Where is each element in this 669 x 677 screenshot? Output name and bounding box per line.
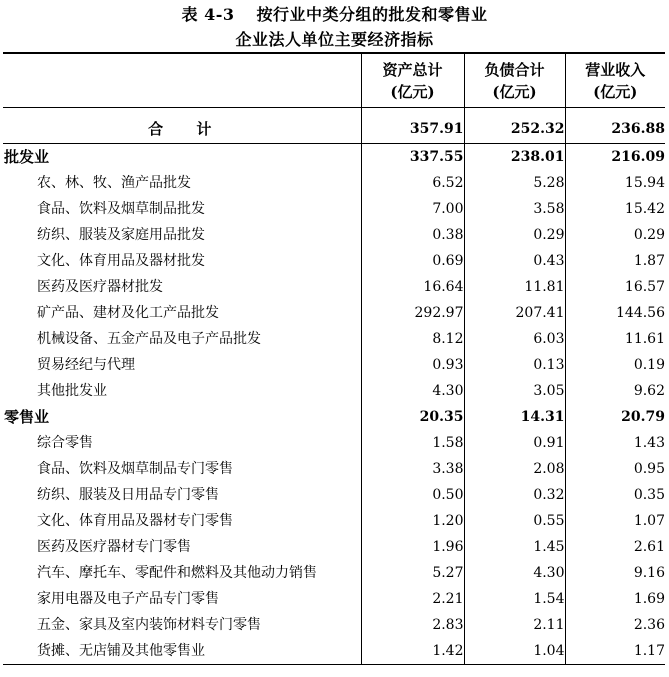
table-row-assets: 1.20 [361, 508, 464, 534]
table-row-liabilities: 11.81 [464, 274, 565, 300]
table-row-assets: 1.58 [361, 430, 464, 456]
table-row [3, 170, 665, 196]
section-row-label: 批发业 [4, 148, 50, 166]
table-row-revenue: 1.87 [565, 248, 665, 274]
statistics-table [3, 52, 665, 665]
table-row [3, 326, 665, 352]
table-row-revenue: 9.16 [565, 560, 665, 586]
table-row [3, 378, 665, 404]
table-number: 表 4-3 [181, 5, 235, 24]
table-row [3, 482, 665, 508]
table-row-assets: 0.69 [361, 248, 464, 274]
table-row-assets: 0.93 [361, 352, 464, 378]
table-row-label: 纺织、服装及日用品专门零售 [37, 487, 219, 503]
table-row-label: 家用电器及电子产品专门零售 [37, 591, 219, 607]
table-row-label: 医药及医疗器材批发 [37, 279, 163, 295]
table-row [3, 508, 665, 534]
table-title-line1: 按行业中类分组的批发和零售业 [256, 5, 488, 24]
table-row-liabilities: 0.29 [464, 222, 565, 248]
table-row-liabilities: 5.28 [464, 170, 565, 196]
table-row-label: 文化、体育用品及器材批发 [37, 253, 205, 269]
table-row [3, 222, 665, 248]
table-row-liabilities: 0.91 [464, 430, 565, 456]
table-row-revenue: 2.61 [565, 534, 665, 560]
table-row [3, 248, 665, 274]
table-row-revenue: 16.57 [565, 274, 665, 300]
table-row-assets: 5.27 [361, 560, 464, 586]
table-row-revenue: 0.95 [565, 456, 665, 482]
table-row-liabilities: 0.43 [464, 248, 565, 274]
total-row [3, 116, 665, 144]
column-header-revenue: 营业收入 (亿元) [565, 53, 665, 108]
table-row-revenue: 2.36 [565, 612, 665, 638]
section-row-liabilities: 14.31 [464, 404, 565, 430]
table-row-revenue: 0.29 [565, 222, 665, 248]
table-row [3, 586, 665, 612]
table-row-assets: 16.64 [361, 274, 464, 300]
table-title-line2: 企业法人单位主要经济指标 [235, 30, 434, 49]
table-row [3, 352, 665, 378]
table-row [3, 534, 665, 560]
total-assets: 357.91 [361, 116, 464, 144]
table-row [3, 612, 665, 638]
table-row-assets: 7.00 [361, 196, 464, 222]
section-row [3, 144, 665, 171]
table-row-label: 食品、饮料及烟草制品批发 [37, 201, 205, 217]
table-row-assets: 0.38 [361, 222, 464, 248]
table-row-liabilities: 6.03 [464, 326, 565, 352]
table-row-label: 机械设备、五金产品及电子产品批发 [37, 331, 261, 347]
table-row-liabilities: 207.41 [464, 300, 565, 326]
table-row-label: 五金、家具及室内装饰材料专门零售 [37, 617, 261, 633]
section-row-liabilities: 238.01 [464, 144, 565, 171]
table-row-label: 食品、饮料及烟草制品专门零售 [37, 461, 233, 477]
table-row-revenue: 1.07 [565, 508, 665, 534]
total-label: 合 计 [3, 116, 361, 144]
total-liabilities: 252.32 [464, 116, 565, 144]
section-row-assets: 337.55 [361, 144, 464, 171]
table-row-liabilities: 0.13 [464, 352, 565, 378]
table-row-assets: 3.38 [361, 456, 464, 482]
column-header-assets: 资产总计 (亿元) [361, 53, 464, 108]
table-row-revenue: 1.17 [565, 638, 665, 665]
table-row [3, 430, 665, 456]
table-row-label: 医药及医疗器材专门零售 [37, 539, 191, 555]
table-row-label: 汽车、摩托车、零配件和燃料及其他动力销售 [37, 565, 317, 581]
table-row-liabilities: 3.05 [464, 378, 565, 404]
section-row-revenue: 216.09 [565, 144, 665, 171]
table-row-assets: 8.12 [361, 326, 464, 352]
section-row [3, 404, 665, 430]
section-row-revenue: 20.79 [565, 404, 665, 430]
table-row-liabilities: 4.30 [464, 560, 565, 586]
table-row-label: 纺织、服装及家庭用品批发 [37, 227, 205, 243]
table-row-liabilities: 3.58 [464, 196, 565, 222]
table-row [3, 560, 665, 586]
table-row-label: 农、林、牧、渔产品批发 [37, 175, 191, 191]
section-row-assets: 20.35 [361, 404, 464, 430]
table-row [3, 196, 665, 222]
table-row [3, 274, 665, 300]
table-row-liabilities: 0.32 [464, 482, 565, 508]
table-row-liabilities: 1.04 [464, 638, 565, 665]
table-row-revenue: 0.35 [565, 482, 665, 508]
table-row-assets: 292.97 [361, 300, 464, 326]
table-row-label: 货摊、无店铺及其他零售业 [3, 638, 361, 665]
table-caption [0, 0, 669, 52]
table-row-liabilities: 1.54 [464, 586, 565, 612]
column-header-liabilities: 负债合计 (亿元) [464, 53, 565, 108]
table-row-assets: 1.42 [361, 638, 464, 665]
table-row [3, 456, 665, 482]
spacer-row [3, 108, 665, 117]
table-row-label: 文化、体育用品及器材专门零售 [37, 513, 233, 529]
table-row-label: 综合零售 [37, 435, 93, 451]
table-row-revenue: 9.62 [565, 378, 665, 404]
table-row [3, 638, 665, 665]
table-row-assets: 2.83 [361, 612, 464, 638]
table-row-liabilities: 0.55 [464, 508, 565, 534]
table-row-assets: 0.50 [361, 482, 464, 508]
table-row-revenue: 1.69 [565, 586, 665, 612]
table-row-revenue: 11.61 [565, 326, 665, 352]
table-row-revenue: 15.42 [565, 196, 665, 222]
table-row-assets: 2.21 [361, 586, 464, 612]
table-row-revenue: 15.94 [565, 170, 665, 196]
table-row-liabilities: 2.08 [464, 456, 565, 482]
header-blank [3, 53, 361, 108]
table-row-label: 矿产品、建材及化工产品批发 [37, 305, 219, 321]
table-row-assets: 1.96 [361, 534, 464, 560]
table-row-assets: 6.52 [361, 170, 464, 196]
table-row-liabilities: 2.11 [464, 612, 565, 638]
table-row [3, 300, 665, 326]
table-row-assets: 4.30 [361, 378, 464, 404]
table-row-revenue: 0.19 [565, 352, 665, 378]
table-row-revenue: 144.56 [565, 300, 665, 326]
table-header-row [3, 53, 665, 108]
table-title [0, 2, 669, 27]
total-revenue: 236.88 [565, 116, 665, 144]
table-row-revenue: 1.43 [565, 430, 665, 456]
section-row-label: 零售业 [4, 408, 50, 426]
table-row-liabilities: 1.45 [464, 534, 565, 560]
table-row-label: 其他批发业 [37, 383, 107, 399]
table-row-label: 贸易经纪与代理 [37, 357, 135, 373]
